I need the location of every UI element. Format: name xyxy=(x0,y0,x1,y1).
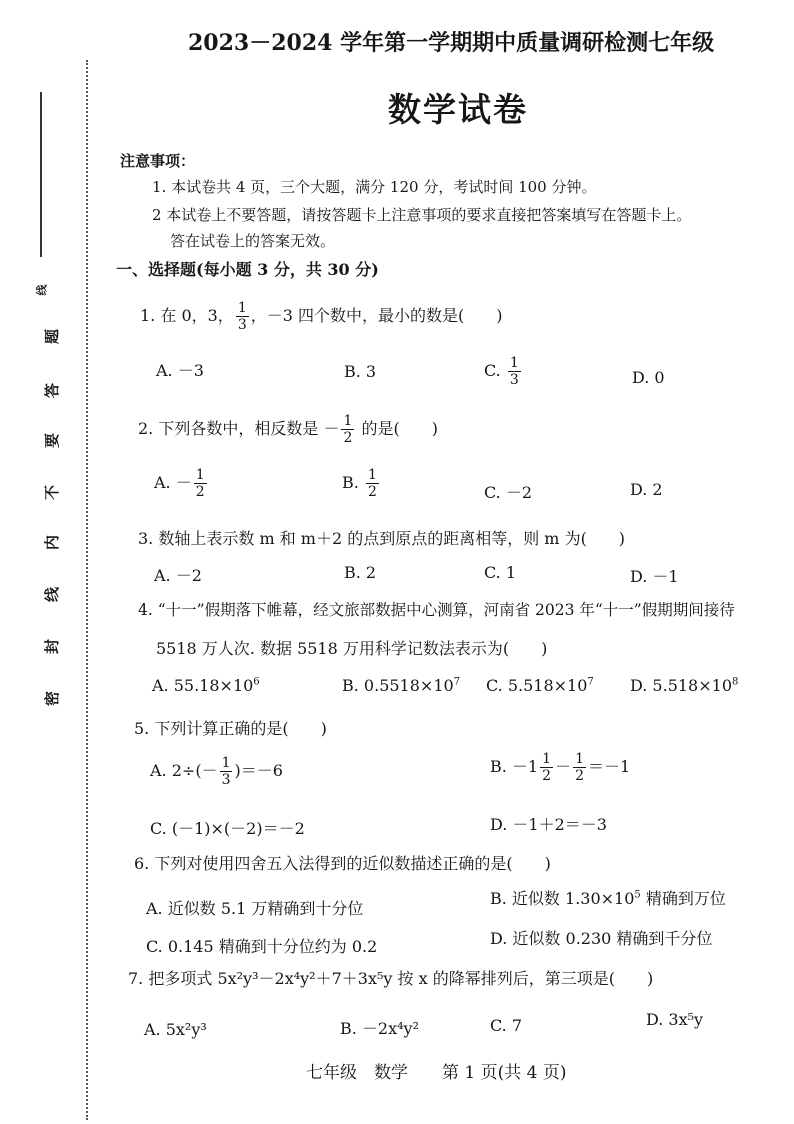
fraction: $\frac{1}{3}$ xyxy=(509,355,519,388)
note-item-2: 2 本试卷上不要答题，请按答题卡上注意事项的要求直接把答案填写在答题卡上。 xyxy=(152,206,692,224)
q1-option-a: A. －3 xyxy=(156,361,204,380)
q6-option-a: A. 近似数 5.1 万精确到十分位 xyxy=(146,899,364,918)
question-2 xyxy=(138,414,438,445)
q3-option-c: C. 1 xyxy=(484,563,517,582)
side-char: 题 xyxy=(43,328,62,345)
q5-option-a: A. 2÷(－ $\frac{1}{3}$ )＝－6 xyxy=(150,755,283,788)
q3-option-b: B. 2 xyxy=(344,563,377,582)
q4-option-d: D. $5.518\times 10^8$ xyxy=(630,676,739,695)
q5-option-c: C. (－1)×(－2)＝－2 xyxy=(150,819,305,838)
q2-option-c: C. －2 xyxy=(484,483,533,502)
section-title: 一、选择题(每小题 3 分，共 30 分) xyxy=(116,260,379,279)
q3-option-a: A. －2 xyxy=(154,566,202,585)
q5-option-b: B. －1 $\frac{1}{2}$ － $\frac{1}{2}$ ＝－1 xyxy=(490,751,631,784)
q7-option-d: D. 3x⁵y xyxy=(646,1010,704,1029)
q6-option-c: C. 0.145 精确到十分位约为 0.2 xyxy=(146,937,378,956)
question-4-line-2: 5518 万人次. 数据 5518 万用科学记数法表示为( ) xyxy=(156,639,548,658)
side-char: 要 xyxy=(43,432,62,449)
question-text: 的是( ) xyxy=(356,419,438,438)
q3-option-d: D. －1 xyxy=(630,567,679,586)
q2-option-a: A. － $\frac{1}{2}$ xyxy=(154,467,205,500)
q1-option-b: B. 3 xyxy=(344,362,377,381)
side-char: 答 xyxy=(43,382,62,399)
q6-option-b: B. 近似数 $1.30\times 10^5$ 精确到万位 xyxy=(490,889,726,908)
notes-title: 注意事项： xyxy=(120,152,196,170)
fraction: $\frac{1}{2}$ xyxy=(367,467,377,500)
fraction: $\frac{1}{3}$ xyxy=(237,300,247,333)
q6-option-d: D. 近似数 0.230 精确到千分位 xyxy=(490,929,713,948)
seal-dotted-line xyxy=(86,60,88,1120)
side-char: 内 xyxy=(43,534,62,551)
side-char: 线 xyxy=(43,586,62,603)
page-footer: 七年级 数学 第 1 页(共 4 页) xyxy=(306,1063,567,1083)
question-4-line-1: 4. “十一”假期落下帷幕，经文旅部数据中心测算，河南省 2023 年“十一”假期期间接待 xyxy=(138,601,735,619)
side-char: 线 xyxy=(35,284,49,296)
q5-option-d: D. －1＋2＝－3 xyxy=(490,815,607,834)
question-1 xyxy=(140,301,503,332)
question-text: 1. 在 0，3， xyxy=(140,306,234,325)
q7-option-a: A. 5x²y³ xyxy=(144,1020,207,1039)
exam-title: 2023－2024 学年第一学期期中质量调研检测七年级 xyxy=(188,30,715,56)
q1-option-c: C. $\frac{1}{3}$ xyxy=(484,355,519,388)
q4-option-c: C. $5.518\times 10^7$ xyxy=(486,676,594,695)
note-item-2-cont: 答在试卷上的答案无效。 xyxy=(170,232,336,250)
fraction: $\frac{1}{2}$ xyxy=(343,413,353,446)
name-line xyxy=(40,92,42,257)
note-item-1: 1. 本试卷共 4 页，三个大题，满分 120 分，考试时间 100 分钟。 xyxy=(152,178,597,196)
question-text: ，－3 四个数中，最小的数是( ) xyxy=(250,306,503,325)
question-3: 3. 数轴上表示数 m 和 m＋2 的点到原点的距离相等，则 m 为( ) xyxy=(138,529,626,548)
question-6: 6. 下列对使用四舍五入法得到的近似数描述正确的是( ) xyxy=(134,854,551,873)
q7-option-c: C. 7 xyxy=(490,1016,523,1035)
question-text: 2. 下列各数中，相反数是 － xyxy=(138,419,340,438)
side-char: 不 xyxy=(43,484,62,501)
question-7: 7. 把多项式 5x²y³－2x⁴y²＋7＋3x⁵y 按 x 的降幂排列后，第三项是( ) xyxy=(128,969,654,988)
fraction: $\frac{1}{2}$ xyxy=(575,751,584,784)
q7-option-b: B. －2x⁴y² xyxy=(340,1019,420,1038)
fraction: $\frac{1}{3}$ xyxy=(221,755,231,788)
side-char: 封 xyxy=(43,638,62,655)
q2-option-d: D. 2 xyxy=(630,480,663,499)
side-char: 密 xyxy=(43,690,62,707)
q4-option-a: A. $55.18\times 10^6$ xyxy=(152,676,260,695)
q1-option-d: D. 0 xyxy=(632,368,665,387)
exam-subtitle: 数学试卷 xyxy=(388,90,528,129)
question-5: 5. 下列计算正确的是( ) xyxy=(134,719,327,738)
fraction: $\frac{1}{2}$ xyxy=(195,467,205,500)
q2-option-b: B. $\frac{1}{2}$ xyxy=(342,467,377,500)
fraction: $\frac{1}{2}$ xyxy=(542,751,552,784)
q4-option-b: B. $0.5518\times 10^7$ xyxy=(342,676,461,695)
